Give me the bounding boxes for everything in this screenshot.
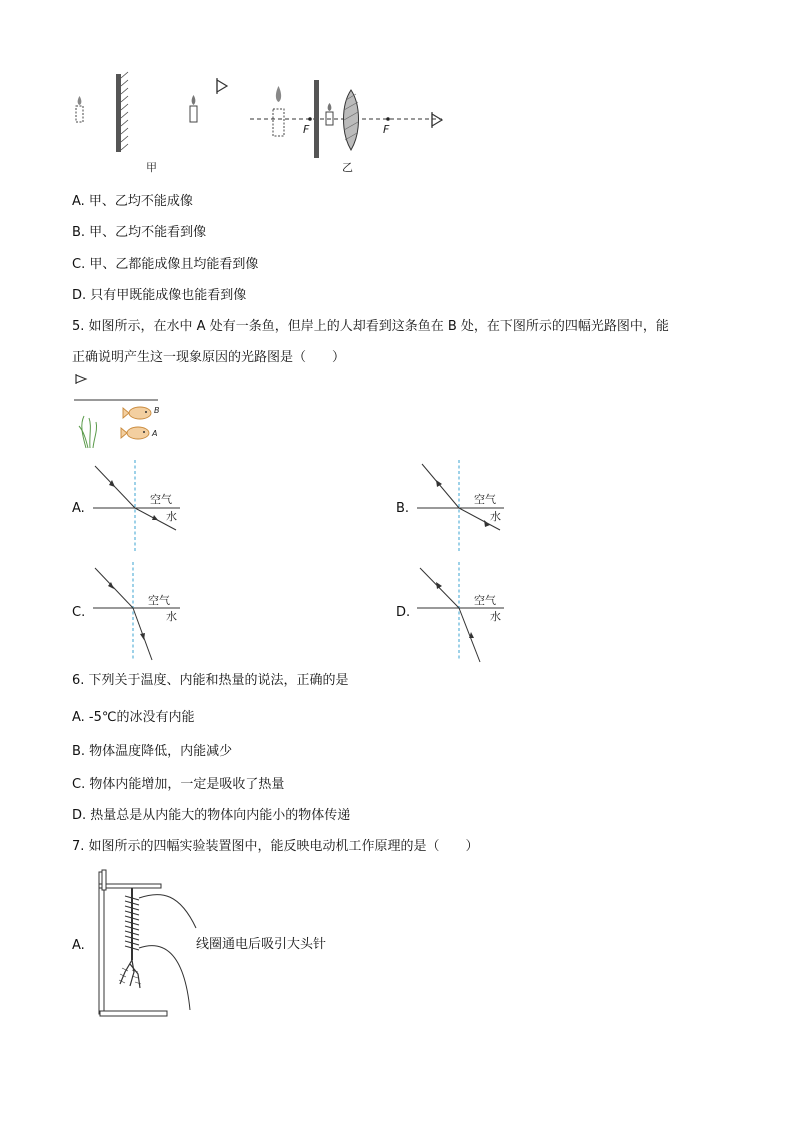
label-f-left: F — [303, 123, 310, 136]
water-grass — [79, 416, 97, 448]
candle-right-jia — [190, 95, 197, 122]
q5-diagram-d — [414, 560, 524, 665]
q6-option-a: A. -5℃的冰没有内能 — [72, 710, 195, 725]
convex-lens — [344, 90, 359, 150]
figure-mirror-lens — [60, 60, 460, 180]
q4-option-c: C. 甲、乙都能成像且均能看到像 — [72, 257, 259, 272]
fish-b — [123, 407, 151, 419]
q5-diagram-a — [90, 458, 200, 558]
label-water: 水 — [490, 610, 501, 623]
q6-stem: 6. 下列关于温度、内能和热量的说法，正确的是 — [72, 673, 349, 688]
plane-mirror — [116, 72, 128, 152]
q6-option-b: B. 物体温度降低，内能减少 — [72, 744, 233, 759]
fish-label-b: B — [154, 406, 160, 415]
q5-stem-line1: 5. 如图所示，在水中 A 处有一条鱼，但岸上的人却看到这条鱼在 B 处，在下图所示的四幅光路图中，能 — [72, 319, 669, 334]
label-water: 水 — [490, 510, 501, 523]
q5-diagram-c-option: C. — [72, 605, 86, 620]
q5-diagram-b — [414, 458, 524, 558]
candle-left — [76, 96, 83, 122]
q5-diagram-b-option: B. — [396, 501, 410, 516]
label-air: 空气 — [150, 493, 172, 506]
q7-option-a-label: A. — [72, 938, 85, 953]
label-air: 空气 — [474, 594, 496, 607]
q6-option-d: D. 热量总是从内能大的物体向内能小的物体传递 — [72, 808, 351, 823]
q4-option-b: B. 甲、乙均不能看到像 — [72, 225, 207, 240]
eye-icon — [76, 374, 86, 384]
label-water: 水 — [166, 510, 177, 523]
fish-scene — [72, 372, 182, 452]
q6-option-c: C. 物体内能增加，一定是吸收了热量 — [72, 777, 285, 792]
fish-a — [121, 427, 149, 439]
q4-option-a: A. 甲、乙均不能成像 — [72, 194, 193, 209]
candle-yi — [326, 103, 333, 125]
label-jia: 甲 — [146, 161, 157, 174]
label-air: 空气 — [148, 594, 170, 607]
q7-electromagnet-figure — [92, 868, 212, 1023]
q5-diagram-c — [90, 560, 200, 665]
label-yi: 乙 — [342, 161, 353, 174]
label-water: 水 — [166, 610, 177, 623]
q5-stem-line2: 正确说明产生这一现象原因的光路图是（ ） — [72, 350, 346, 365]
q7-option-a-caption: 线圈通电后吸引大头针 — [196, 937, 327, 952]
fish-label-a: A — [152, 429, 158, 438]
eye-icon-yi — [432, 112, 442, 128]
q4-option-d: D. 只有甲既能成像也能看到像 — [72, 288, 247, 303]
eye-icon-jia — [217, 78, 227, 94]
candle-image-yi — [273, 86, 284, 136]
label-air: 空气 — [474, 493, 496, 506]
label-f-right: F — [383, 123, 390, 136]
q5-diagram-a-option: A. — [72, 501, 85, 516]
q7-stem: 7. 如图所示的四幅实验装置图中，能反映电动机工作原理的是（ ） — [72, 839, 479, 854]
q5-diagram-d-option: D. — [396, 605, 411, 620]
screen-yi — [314, 80, 319, 158]
